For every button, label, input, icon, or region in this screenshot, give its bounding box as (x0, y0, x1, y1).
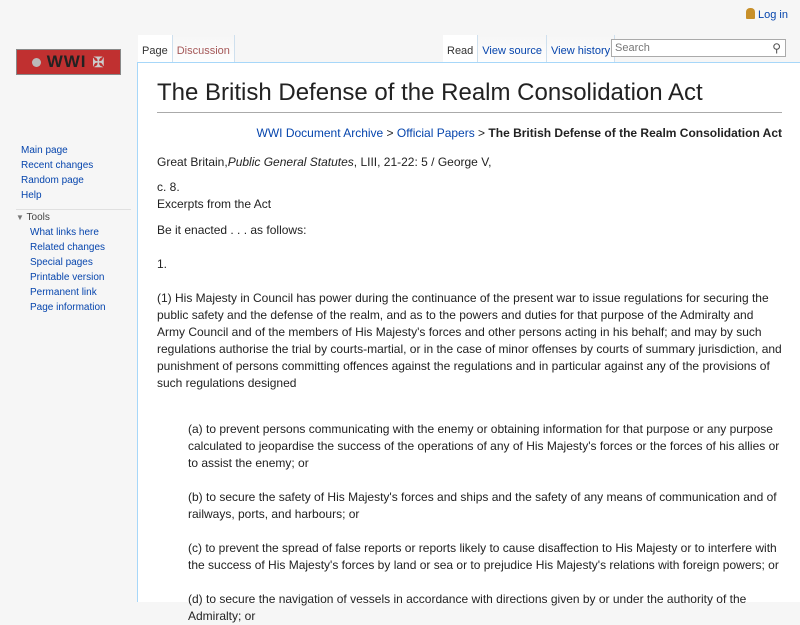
content-area (137, 62, 800, 623)
login-link[interactable]: Log in (758, 9, 788, 21)
sidebar-item-page-information[interactable]: Page information (30, 302, 106, 313)
source-c: , LIII, 21-22: 5 / George V, (353, 155, 492, 169)
source-a: Great Britain, (157, 155, 228, 169)
site-logo[interactable] (16, 49, 121, 75)
chapter: c. 8. (157, 180, 180, 194)
sidebar-navigation (21, 143, 93, 203)
user-icon (746, 8, 755, 19)
logo-dot-icon (32, 58, 41, 67)
enacted: Be it enacted . . . as follows: (157, 223, 307, 237)
sidebar-item-help[interactable]: Help (21, 190, 42, 201)
clause-a: (a) to prevent persons communicating with the enemy or obtaining information for that purpose or any purpose calculated to jeopardise the success of the operations of any of His Majesty's forces or the forces of his allies or to assist the enemy; or (188, 422, 780, 470)
tab-read[interactable]: Read (443, 35, 478, 67)
personal-tools (746, 8, 788, 21)
triangle-down-icon: ▼ (16, 213, 24, 222)
search-input[interactable] (611, 39, 786, 57)
breadcrumb-current: The British Defense of the Realm Consolidation Act (488, 126, 782, 140)
sidebar-item-main-page[interactable]: Main page (21, 145, 68, 156)
sidebar-item-printable-version[interactable]: Printable version (30, 272, 105, 283)
breadcrumb-official-papers[interactable]: Official Papers (396, 126, 475, 140)
tab-view-history[interactable]: View history (547, 35, 615, 67)
sidebar-item-what-links-here[interactable]: What links here (30, 227, 99, 238)
clause-c: (c) to prevent the spread of false reports or reports likely to cause disaffection to His Majesty or to interfere with the success of His Majesty's forces by land or sea or to prejudice His Majesty's relations with foreign powers; or (188, 541, 779, 572)
breadcrumb-sep: > (383, 126, 397, 140)
paragraph-1: (1) His Majesty in Council has power during the continuance of the present war to issue regulations for securing the public safety and the defense of the realm, and as to the powers and duties for that purpose of the Admiralty and Army Council and of the members of His Majesty's forces and other persons acting in his behalf; and may by such regulations authorise the trial by courts-martial, or in the case of minor offenses by courts of summary jurisdiction, and punishment of persons committing offences against the regulations and in particular against any of the provisions of such regulations designed (157, 291, 782, 390)
sidebar-item-random-page[interactable]: Random page (21, 175, 84, 186)
iron-cross-icon: ✠ (92, 53, 106, 70)
sidebar-tools (16, 209, 131, 315)
sidebar-item-special-pages[interactable]: Special pages (30, 257, 93, 268)
sidebar-item-permanent-link[interactable]: Permanent link (30, 287, 97, 298)
page-title: The British Defense of the Realm Consolidation Act (157, 78, 782, 113)
breadcrumb-sep: > (474, 126, 489, 140)
tab-view-source[interactable]: View source (478, 35, 547, 67)
clause-d: (d) to secure the navigation of vessels in accordance with directions given by or under the authority of the Admiralty; or (188, 592, 747, 623)
tab-page[interactable]: Page (138, 35, 173, 67)
breadcrumb (157, 125, 782, 142)
tab-discussion[interactable]: Discussion (173, 35, 235, 67)
section-number: 1. (157, 257, 168, 271)
tools-toggle[interactable] (16, 210, 131, 225)
logo-text: WWI (46, 52, 87, 71)
source-title: Public General Statutes (227, 155, 354, 169)
excerpts-label: Excerpts from the Act (157, 197, 272, 211)
tools-heading: Tools (26, 212, 50, 223)
sidebar-item-related-changes[interactable]: Related changes (30, 242, 106, 253)
search-placeholder: Search (615, 42, 650, 54)
search-icon[interactable]: ⚲ (772, 41, 781, 55)
clause-b: (b) to secure the safety of His Majesty's forces and ships and the safety of any means of communication and of railways, ports, and harbours; or (188, 490, 777, 521)
breadcrumb-archive[interactable]: WWI Document Archive (256, 126, 384, 140)
sidebar-item-recent-changes[interactable]: Recent changes (21, 160, 94, 171)
source-line (157, 154, 782, 171)
